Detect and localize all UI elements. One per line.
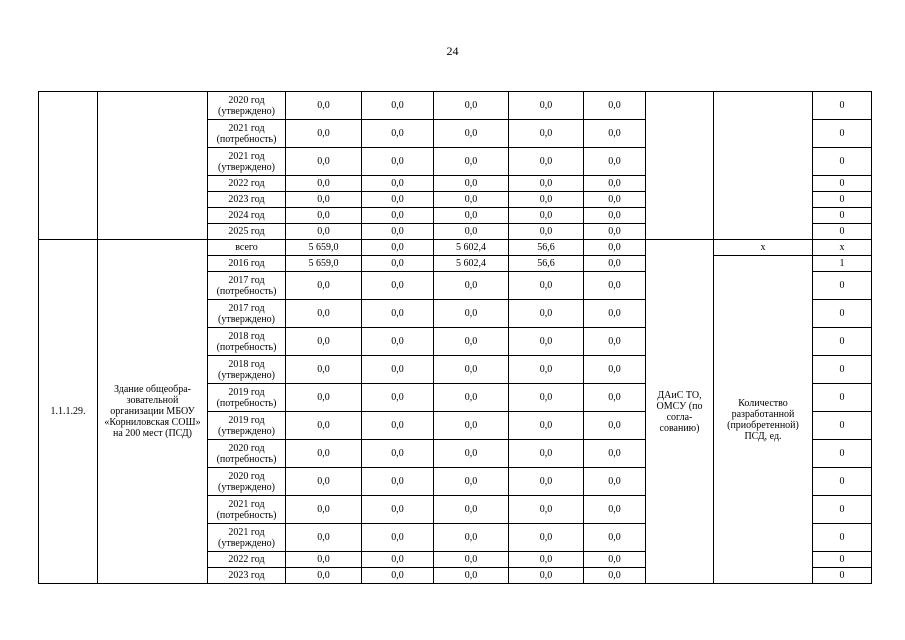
year-cell: 2022 год [208, 552, 286, 568]
value-cell: 0,0 [362, 148, 434, 176]
value-cell: 0,0 [434, 300, 509, 328]
value-cell: 0,0 [584, 208, 646, 224]
year-cell: 2018 год (утверждено) [208, 356, 286, 384]
value-cell: 0,0 [584, 240, 646, 256]
indicator-value-cell: 0 [813, 300, 872, 328]
value-cell: 0,0 [286, 384, 362, 412]
year-cell: 2024 год [208, 208, 286, 224]
value-cell: 0,0 [286, 192, 362, 208]
indicator-value-cell: 0 [813, 92, 872, 120]
indicator-header: х [714, 240, 813, 256]
value-cell: 0,0 [584, 120, 646, 148]
value-cell: 0,0 [362, 256, 434, 272]
year-cell: всего [208, 240, 286, 256]
indicator-value-cell: 0 [813, 192, 872, 208]
value-cell: 0,0 [286, 524, 362, 552]
value-cell: 0,0 [434, 120, 509, 148]
value-cell: 0,0 [584, 412, 646, 440]
value-cell: 0,0 [286, 208, 362, 224]
value-cell: 0,0 [584, 224, 646, 240]
indicator-value-cell: 0 [813, 148, 872, 176]
value-cell: 0,0 [362, 192, 434, 208]
value-cell: 0,0 [362, 552, 434, 568]
value-cell: 0,0 [286, 440, 362, 468]
value-cell: 0,0 [362, 468, 434, 496]
value-cell: 0,0 [362, 224, 434, 240]
value-cell: 0,0 [434, 224, 509, 240]
value-cell: 0,0 [434, 412, 509, 440]
year-cell: 2023 год [208, 568, 286, 584]
value-cell: 0,0 [362, 384, 434, 412]
value-cell: 0,0 [584, 92, 646, 120]
value-cell: 0,0 [434, 496, 509, 524]
value-cell: 0,0 [434, 272, 509, 300]
value-cell: 0,0 [362, 328, 434, 356]
value-cell: 0,0 [509, 524, 584, 552]
value-cell: 5 602,4 [434, 256, 509, 272]
year-cell: 2020 год (потребность) [208, 440, 286, 468]
indicator-value-cell: 0 [813, 568, 872, 584]
value-cell: 0,0 [584, 192, 646, 208]
value-cell: 0,0 [584, 356, 646, 384]
value-cell: 0,0 [286, 224, 362, 240]
indicator-value-cell: 0 [813, 412, 872, 440]
table-row [39, 92, 872, 120]
year-cell: 2021 год (утверждено) [208, 524, 286, 552]
value-cell: 0,0 [509, 440, 584, 468]
executor-cell-empty [646, 92, 714, 240]
indicator-value-cell: 0 [813, 356, 872, 384]
indicator-value-cell: 0 [813, 224, 872, 240]
value-cell: 0,0 [286, 176, 362, 192]
value-cell: 0,0 [509, 148, 584, 176]
indicator-cell-empty [714, 92, 813, 240]
indicator-value-cell: 0 [813, 524, 872, 552]
value-cell: 0,0 [286, 92, 362, 120]
section-code: 1.1.1.29. [39, 240, 98, 584]
value-cell: 0,0 [286, 272, 362, 300]
value-cell: 0,0 [434, 468, 509, 496]
value-cell: 0,0 [286, 412, 362, 440]
year-cell: 2017 год (потребность) [208, 272, 286, 300]
indicator-value-cell: х [813, 240, 872, 256]
value-cell: 0,0 [286, 568, 362, 584]
year-cell: 2023 год [208, 192, 286, 208]
value-cell: 0,0 [434, 328, 509, 356]
value-cell: 5 659,0 [286, 240, 362, 256]
section-executor: ДАиС ТО, ОМСУ (по согла-сованию) [646, 240, 714, 584]
value-cell: 0,0 [584, 176, 646, 192]
indicator-value-cell: 1 [813, 256, 872, 272]
indicator-value-cell: 0 [813, 468, 872, 496]
value-cell: 0,0 [362, 92, 434, 120]
value-cell: 0,0 [286, 300, 362, 328]
value-cell: 0,0 [509, 224, 584, 240]
value-cell: 0,0 [509, 92, 584, 120]
value-cell: 0,0 [509, 272, 584, 300]
value-cell: 0,0 [286, 328, 362, 356]
value-cell: 0,0 [584, 496, 646, 524]
value-cell: 56,6 [509, 240, 584, 256]
value-cell: 5 602,4 [434, 240, 509, 256]
value-cell: 0,0 [362, 496, 434, 524]
value-cell: 0,0 [584, 468, 646, 496]
indicator-value-cell: 0 [813, 176, 872, 192]
value-cell: 56,6 [509, 256, 584, 272]
value-cell: 0,0 [286, 468, 362, 496]
year-cell: 2021 год (утверждено) [208, 148, 286, 176]
value-cell: 0,0 [362, 240, 434, 256]
value-cell: 0,0 [434, 356, 509, 384]
value-cell: 0,0 [509, 568, 584, 584]
table-body [39, 92, 872, 584]
value-cell: 0,0 [434, 148, 509, 176]
budget-table [38, 91, 872, 584]
indicator-value-cell: 0 [813, 120, 872, 148]
year-cell: 2021 год (потребность) [208, 496, 286, 524]
value-cell: 0,0 [434, 568, 509, 584]
value-cell: 0,0 [584, 568, 646, 584]
value-cell: 0,0 [584, 384, 646, 412]
table-row [39, 240, 872, 256]
year-cell: 2017 год (утверждено) [208, 300, 286, 328]
value-cell: 0,0 [434, 440, 509, 468]
value-cell: 0,0 [362, 208, 434, 224]
indicator-value-cell: 0 [813, 440, 872, 468]
year-cell: 2019 год (утверждено) [208, 412, 286, 440]
indicator-value-cell: 0 [813, 552, 872, 568]
value-cell: 0,0 [509, 552, 584, 568]
indicator-value-cell: 0 [813, 496, 872, 524]
value-cell: 0,0 [584, 148, 646, 176]
value-cell: 0,0 [362, 356, 434, 384]
indicator-value-cell: 0 [813, 272, 872, 300]
value-cell: 0,0 [362, 440, 434, 468]
value-cell: 0,0 [509, 468, 584, 496]
value-cell: 0,0 [584, 440, 646, 468]
value-cell: 0,0 [286, 356, 362, 384]
value-cell: 0,0 [434, 384, 509, 412]
value-cell: 0,0 [509, 120, 584, 148]
value-cell: 0,0 [584, 552, 646, 568]
value-cell: 0,0 [584, 524, 646, 552]
value-cell: 0,0 [434, 92, 509, 120]
value-cell: 0,0 [509, 412, 584, 440]
year-cell: 2020 год (утверждено) [208, 92, 286, 120]
year-cell: 2019 год (потребность) [208, 384, 286, 412]
value-cell: 0,0 [434, 524, 509, 552]
value-cell: 0,0 [286, 552, 362, 568]
value-cell: 0,0 [362, 272, 434, 300]
indicator-value-cell: 0 [813, 208, 872, 224]
value-cell: 0,0 [362, 524, 434, 552]
indicator-value-cell: 0 [813, 384, 872, 412]
value-cell: 0,0 [584, 328, 646, 356]
value-cell: 0,0 [362, 568, 434, 584]
code-cell-empty [39, 92, 98, 240]
value-cell: 0,0 [362, 120, 434, 148]
year-cell: 2021 год (потребность) [208, 120, 286, 148]
value-cell: 0,0 [434, 192, 509, 208]
section-name: Здание общеобра-зовательной организации МБОУ «Корниловская СОШ» на 200 мест (ПСД) [98, 240, 208, 584]
value-cell: 5 659,0 [286, 256, 362, 272]
name-cell-empty [98, 92, 208, 240]
value-cell: 0,0 [584, 300, 646, 328]
year-cell: 2025 год [208, 224, 286, 240]
year-cell: 2020 год (утверждено) [208, 468, 286, 496]
value-cell: 0,0 [434, 176, 509, 192]
year-cell: 2018 год (потребность) [208, 328, 286, 356]
value-cell: 0,0 [362, 176, 434, 192]
value-cell: 0,0 [509, 192, 584, 208]
value-cell: 0,0 [286, 120, 362, 148]
value-cell: 0,0 [584, 256, 646, 272]
value-cell: 0,0 [509, 356, 584, 384]
value-cell: 0,0 [509, 300, 584, 328]
value-cell: 0,0 [509, 496, 584, 524]
year-cell: 2022 год [208, 176, 286, 192]
value-cell: 0,0 [584, 272, 646, 300]
year-cell: 2016 год [208, 256, 286, 272]
value-cell: 0,0 [362, 300, 434, 328]
value-cell: 0,0 [509, 384, 584, 412]
page-number: 24 [446, 44, 459, 58]
value-cell: 0,0 [286, 496, 362, 524]
value-cell: 0,0 [434, 552, 509, 568]
section-indicator: Количество разработанной (приобретенной) ПСД, ед. [714, 256, 813, 584]
value-cell: 0,0 [286, 148, 362, 176]
value-cell: 0,0 [434, 208, 509, 224]
value-cell: 0,0 [509, 176, 584, 192]
value-cell: 0,0 [509, 208, 584, 224]
value-cell: 0,0 [362, 412, 434, 440]
indicator-value-cell: 0 [813, 328, 872, 356]
value-cell: 0,0 [509, 328, 584, 356]
